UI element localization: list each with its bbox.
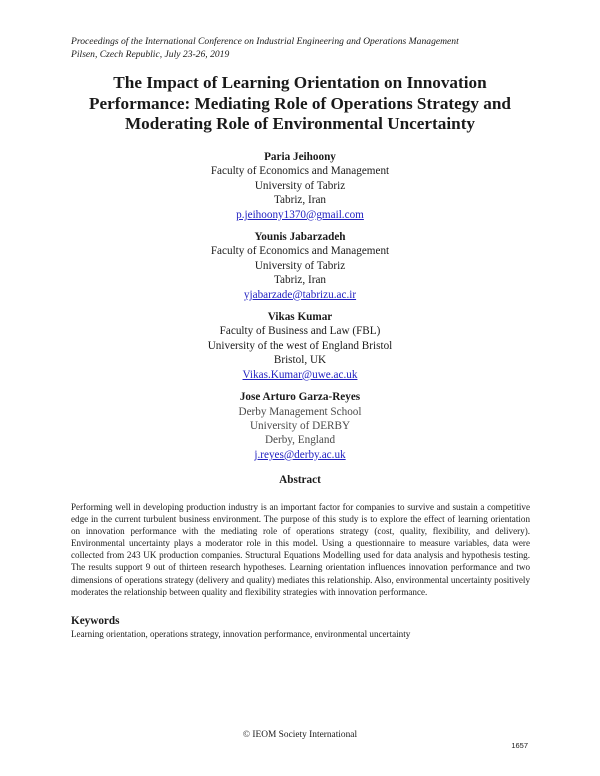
keywords-list: Learning orientation, operations strategy, innovation performance, environmental uncertainty xyxy=(71,629,411,639)
page-number: 1657 xyxy=(511,741,528,750)
author-block xyxy=(60,230,540,302)
author-location: Bristol, UK xyxy=(273,354,327,367)
abstract-body: Performing well in developing production industry is an important factor for companies to survive and sustain a competitive edge in the current turbulent business environment. The purpose of this study is to explore the effect of learning orientation on innovation performance with the mediating role of operations strategy (cost, quality, flexibility, and delivery). Environmental uncertainty plays a moderator role in this model. Using a questionnaire to measure variables, data were collected from 243 UK production companies. Structural Equations Modelling used for data analysis and hypothesis testing. The results support 9 out of thirteen research hypotheses. Learning orientation influences innovation performance and two dimensions of operations strategy (delivery and quality) mediates this relationship. Also, environmental uncertainty positively moderates the relationship between quality and flexibility strategies with innovation performance. xyxy=(71,502,530,597)
author-department: Faculty of Business and Law (FBL) xyxy=(219,325,381,338)
author-name: Paria Jeihoony xyxy=(264,151,336,163)
author-location: Derby, England xyxy=(264,434,336,447)
author-university: University of DERBY xyxy=(249,419,351,432)
author-name: Jose Arturo Garza-Reyes xyxy=(239,391,361,404)
copyright-footer: © IEOM Society International xyxy=(242,730,358,740)
author-department: Faculty of Economics and Management xyxy=(210,165,390,178)
paper-title xyxy=(60,73,540,135)
author-block xyxy=(60,310,540,382)
author-email-link[interactable]: p.jeihoony1370@gmail.com xyxy=(236,208,364,221)
header-line-1: Proceedings of the International Conference on Industrial Engineering and Operations Management xyxy=(71,36,459,47)
abstract-heading: Abstract xyxy=(279,474,321,486)
author-list xyxy=(60,150,540,470)
author-email-link[interactable]: j.reyes@derby.ac.uk xyxy=(254,448,346,461)
author-location: Tabriz, Iran xyxy=(273,274,326,287)
author-block xyxy=(60,390,540,462)
header-line-2: Pilsen, Czech Republic, July 23-26, 2019 xyxy=(71,48,230,60)
keywords-heading: Keywords xyxy=(71,615,120,627)
author-name: Vikas Kumar xyxy=(267,311,333,324)
author-block xyxy=(60,150,540,222)
author-email-link[interactable]: Vikas.Kumar@uwe.ac.uk xyxy=(242,368,358,381)
conference-header xyxy=(71,36,459,61)
title-line-1: The Impact of Learning Orientation on Innovation xyxy=(113,73,487,92)
title-line-3: Moderating Role of Environmental Uncertainty xyxy=(124,114,476,133)
author-university: University of Tabriz xyxy=(254,179,346,192)
title-line-2: Performance: Mediating Role of Operations Strategy and xyxy=(89,93,511,113)
author-university: University of the west of England Bristol xyxy=(207,339,393,352)
author-location: Tabriz, Iran xyxy=(273,194,326,207)
author-email-link[interactable]: yjabarzade@tabrizu.ac.ir xyxy=(243,288,357,301)
author-name: Younis Jabarzadeh xyxy=(254,231,346,244)
author-department: Faculty of Economics and Management xyxy=(210,245,390,258)
author-department: Derby Management School xyxy=(238,405,362,418)
author-university: University of Tabriz xyxy=(254,259,346,272)
